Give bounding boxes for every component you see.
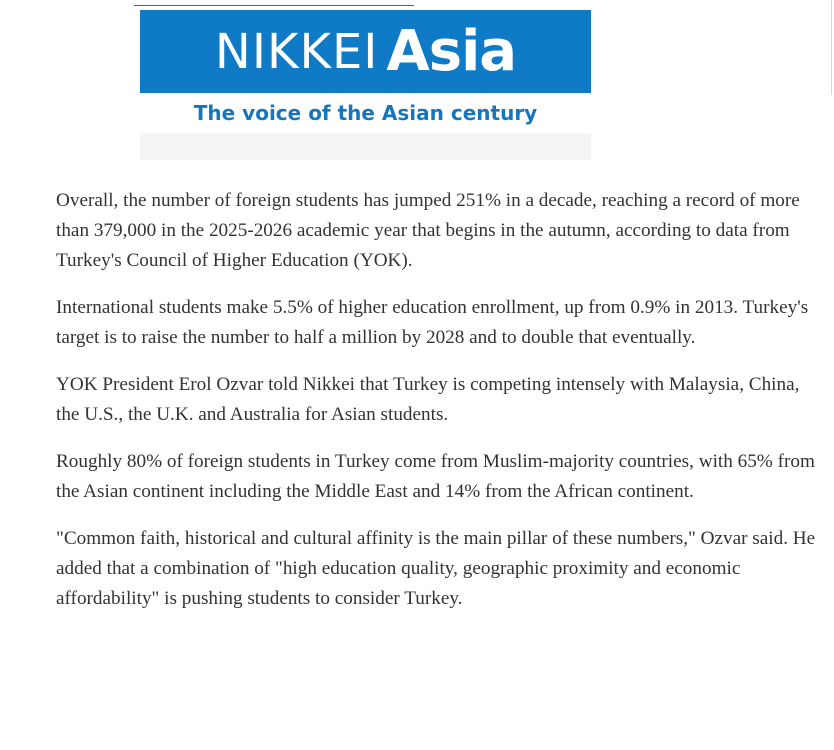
tagline-band: [140, 93, 591, 133]
tagline: The voice of the Asian century: [193, 101, 538, 125]
masthead: [140, 10, 591, 160]
article-paragraph: "Common faith, historical and cultural affinity is the main pillar of these numbers," Ozvar said. He added that a combination of "high education quality, geographic proximity and economic affordability" is pushing students to consider Turkey.: [56, 528, 816, 609]
article-paragraph: Overall, the number of foreign students has jumped 251% in a decade, reaching a record of more than 379,000 in the 2025-2026 academic year that begins in the autumn, according to data from Turkey's Council of Higher Education (YOK).: [56, 190, 800, 271]
top-divider: [134, 5, 414, 6]
nikkei-asia-logo[interactable]: [140, 10, 591, 93]
article-paragraph: YOK President Erol Ozvar told Nikkei that Turkey is competing intensely with Malaysia, China, the U.S., the U.K. and Australia for Asian students.: [56, 374, 800, 425]
logo-nikkei-text: NIKKEI: [214, 23, 379, 80]
article-paragraph: International students make 5.5% of higher education enrollment, up from 0.9% in 2013. Turkey's target is to raise the number to half a million by 2028 and to double that eventually.: [56, 297, 809, 348]
article-body: [56, 186, 826, 631]
logo-asia-text: Asia: [386, 18, 517, 84]
article-paragraph: Roughly 80% of foreign students in Turkey come from Muslim-majority countries, with 65% from the Asian continent including the Middle East and 14% from the African continent.: [56, 451, 815, 502]
right-edge-divider: [831, 0, 832, 95]
